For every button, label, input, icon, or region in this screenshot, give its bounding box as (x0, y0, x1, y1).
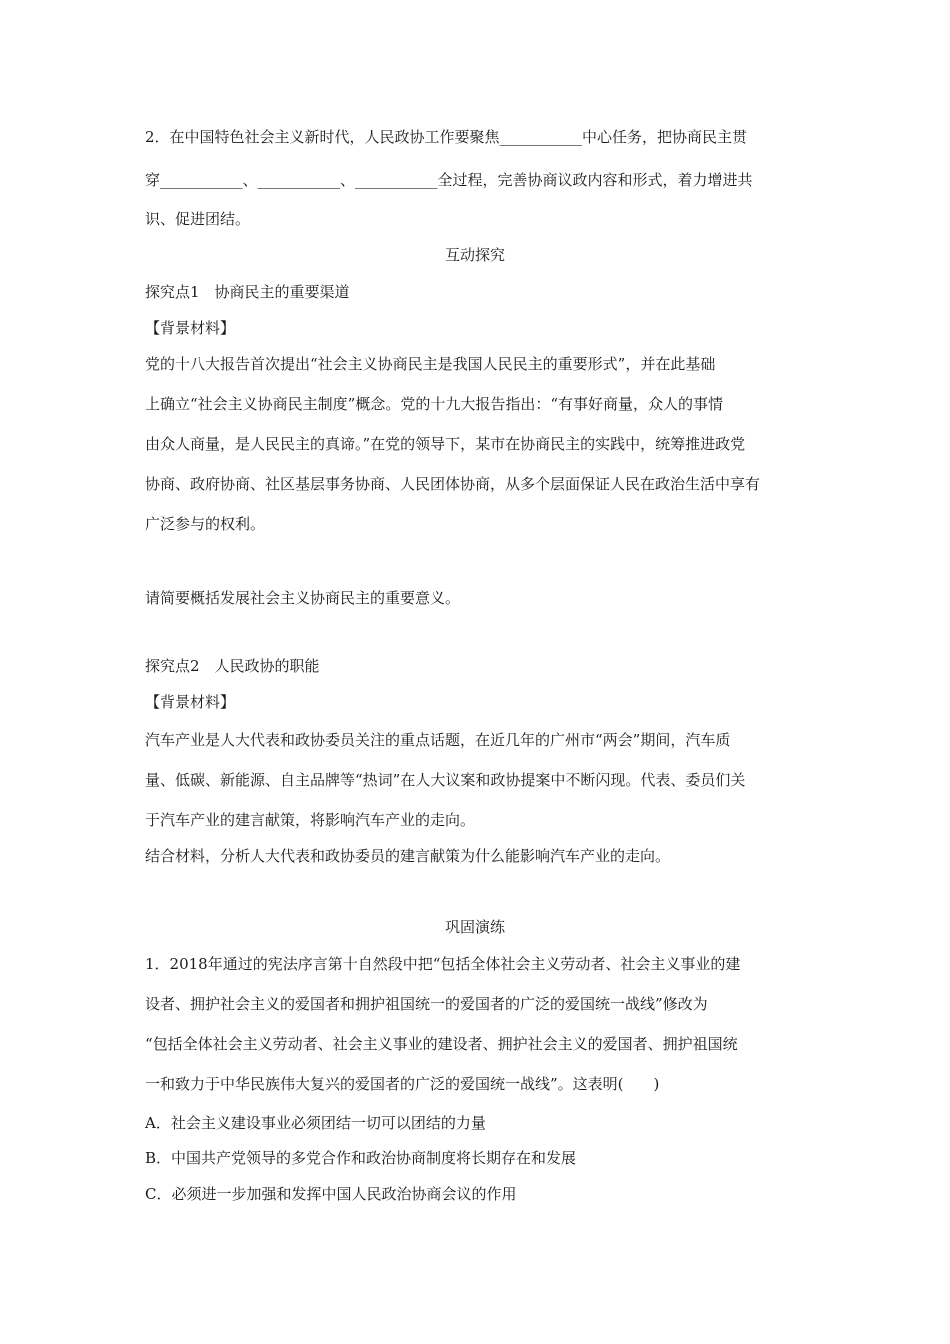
q2-line-2: 穿___________、___________、___________全过程，完善协商议政内容和形式，着力增进共 (145, 171, 753, 189)
q1-option-a: A．社会主义建设事业必须团结一切可以团结的力量 (145, 1114, 486, 1132)
explore-1-title: 探究点1 协商民主的重要渠道 (145, 283, 350, 301)
explore-1-text-line: 广泛参与的权利。 (145, 515, 266, 533)
explore-1-text-line: 党的十八大报告首次提出“社会主义协商民主是我国人民民主的重要形式”，并在此基础 (145, 355, 716, 373)
q1-stem-line: 一和致力于中华民族伟大复兴的爱国者的广泛的爱国统一战线”。这表明( ) (145, 1075, 660, 1093)
q1-stem-line: 1．2018年通过的宪法序言第十自然段中把“包括全体社会主义劳动者、社会主义事业的建 (145, 955, 741, 973)
q1-option-c: C．必须进一步加强和发挥中国人民政治协商会议的作用 (145, 1185, 517, 1203)
explore-1-material-label: 【背景材料】 (145, 319, 236, 337)
explore-2-question: 结合材料，分析人大代表和政协委员的建言献策为什么能影响汽车产业的走向。 (145, 847, 671, 865)
q1-option-b: B．中国共产党领导的多党合作和政治协商制度将长期存在和发展 (145, 1149, 577, 1167)
explore-1-text-line: 由众人商量，是人民民主的真谛。”在党的领导下，某市在协商民主的实践中，统筹推进政党 (145, 435, 746, 453)
explore-1-question: 请简要概括发展社会主义协商民主的重要意义。 (145, 589, 461, 607)
explore-1-text-line: 上确立“社会主义协商民主制度”概念。党的十九大报告指出：“有事好商量，众人的事情 (145, 395, 724, 413)
explore-1-text-line: 协商、政府协商、社区基层事务协商、人民团体协商，从多个层面保证人民在政治生活中享有 (145, 475, 761, 493)
explore-2-material-label: 【背景材料】 (145, 693, 236, 711)
practice-heading: 巩固演练 (444, 918, 505, 936)
q2-line-3: 识、促进团结。 (145, 210, 251, 228)
q2-line-1: 2．在中国特色社会主义新时代，人民政协工作要聚焦___________中心任务，把协商民主贯 (145, 128, 748, 146)
interactive-heading: 互动探究 (444, 246, 505, 264)
explore-2-text-line: 量、低碳、新能源、自主品牌等“热词”在人大议案和政协提案中不断闪现。代表、委员们关 (145, 771, 746, 789)
explore-2-text-line: 于汽车产业的建言献策，将影响汽车产业的走向。 (145, 811, 476, 829)
explore-2-text-line: 汽车产业是人大代表和政协委员关注的重点话题，在近几年的广州市“两会”期间，汽车质 (145, 731, 731, 749)
q1-stem-line: 设者、拥护社会主义的爱国者和拥护祖国统一的爱国者的广泛的爱国统一战线”修改为 (145, 995, 708, 1013)
q1-stem-line: “包括全体社会主义劳动者、社会主义事业的建设者、拥护社会主义的爱国者、拥护祖国统 (145, 1035, 738, 1053)
explore-2-title: 探究点2 人民政协的职能 (145, 657, 320, 675)
